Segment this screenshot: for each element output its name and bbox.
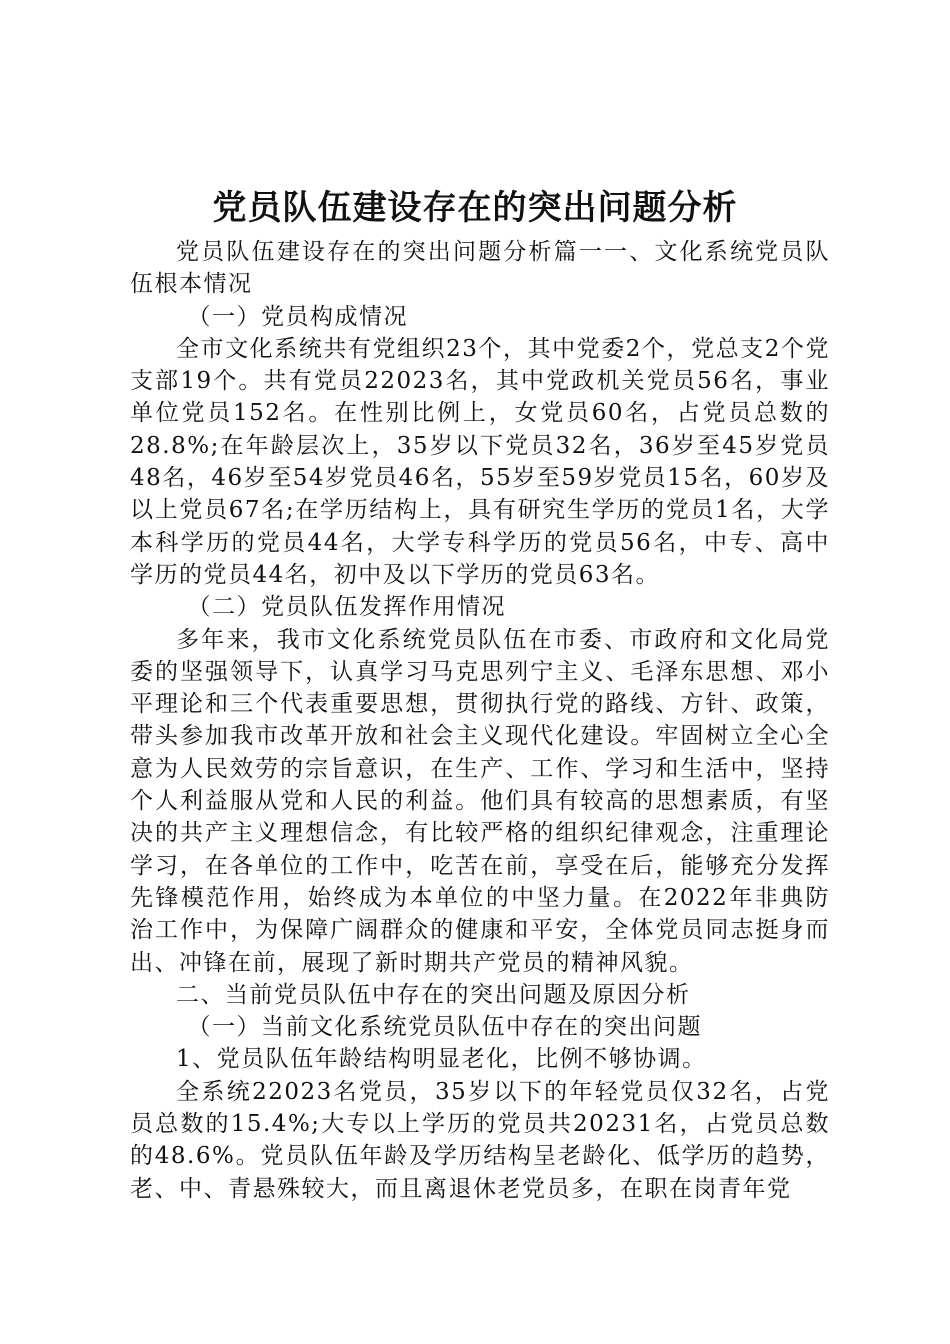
section-heading-composition: （一）党员构成情况 (187, 303, 408, 330)
section-heading-role: （二）党员队伍发挥作用情况 (187, 594, 506, 621)
document-page (130, 180, 830, 1205)
subsection-heading-problems: （一）当前文化系统党员队伍中存在的突出问题 (187, 1014, 702, 1041)
paragraph-composition: 全市文化系统共有党组织23个，其中党委2个，党总支2个党支部19个。共有党员22023名，其中党政机关党员56名，事业单位党员152名。在性别比例上，女党员60名，占党员总数的28.8%;在年龄层次上，35岁以下党员32名，36岁至45岁党员48名，46岁至54岁党员46名，55岁至59岁党员15名，60岁及以上党员67名;在学历结构上，具有研究生学历的党员1名，大学本科学历的党员44名，大学专科学历的党员56名，中专、高中学历的党员44名，初中及以下学历的党员63名。 (130, 335, 830, 588)
list-item-aging: 1、党员队伍年龄结构明显老化，比例不够协调。 (176, 1046, 707, 1073)
document-title: 党员队伍建设存在的突出问题分析 (212, 188, 738, 228)
section-heading-problems: 二、当前党员队伍中存在的突出问题及原因分析 (176, 981, 691, 1008)
paragraph-aging: 全系统22023名党员，35岁以下的年轻党员仅32名，占党员总数的15.4%;大专以上学历的党员共20231名，占党员总数的48.6%。党员队伍年龄及学历结构呈老龄化、低学历的趋势，老、中、青悬殊较大，而且离退休老党员多，在职在岗青年党 (130, 1078, 830, 1202)
paragraph-intro: 党员队伍建设存在的突出问题分析篇一一、文化系统党员队伍根本情况 (130, 239, 830, 298)
paragraph-role: 多年来，我市文化系统党员队伍在市委、市政府和文化局党委的坚强领导下，认真学习马克思列宁主义、毛泽东思想、邓小平理论和三个代表重要思想，贯彻执行党的路线、方针、政策，带头参加我市改革开放和社会主义现代化建设。牢固树立全心全意为人民效劳的宗旨意识，在生产、工作、学习和生活中，坚持个人利益服从党和人民的利益。他们具有较高的思想素质，有坚决的共产主义理想信念，有比较严格的组织纪律观念，注重理论学习，在各单位的工作中，吃苦在前，享受在后，能够充分发挥先锋模范作用，始终成为本单位的中坚力量。在2022年非典防治工作中，为保障广阔群众的健康和平安，全体党员同志挺身而出、冲锋在前，展现了新时期共产党员的精神风貌。 (130, 626, 830, 976)
